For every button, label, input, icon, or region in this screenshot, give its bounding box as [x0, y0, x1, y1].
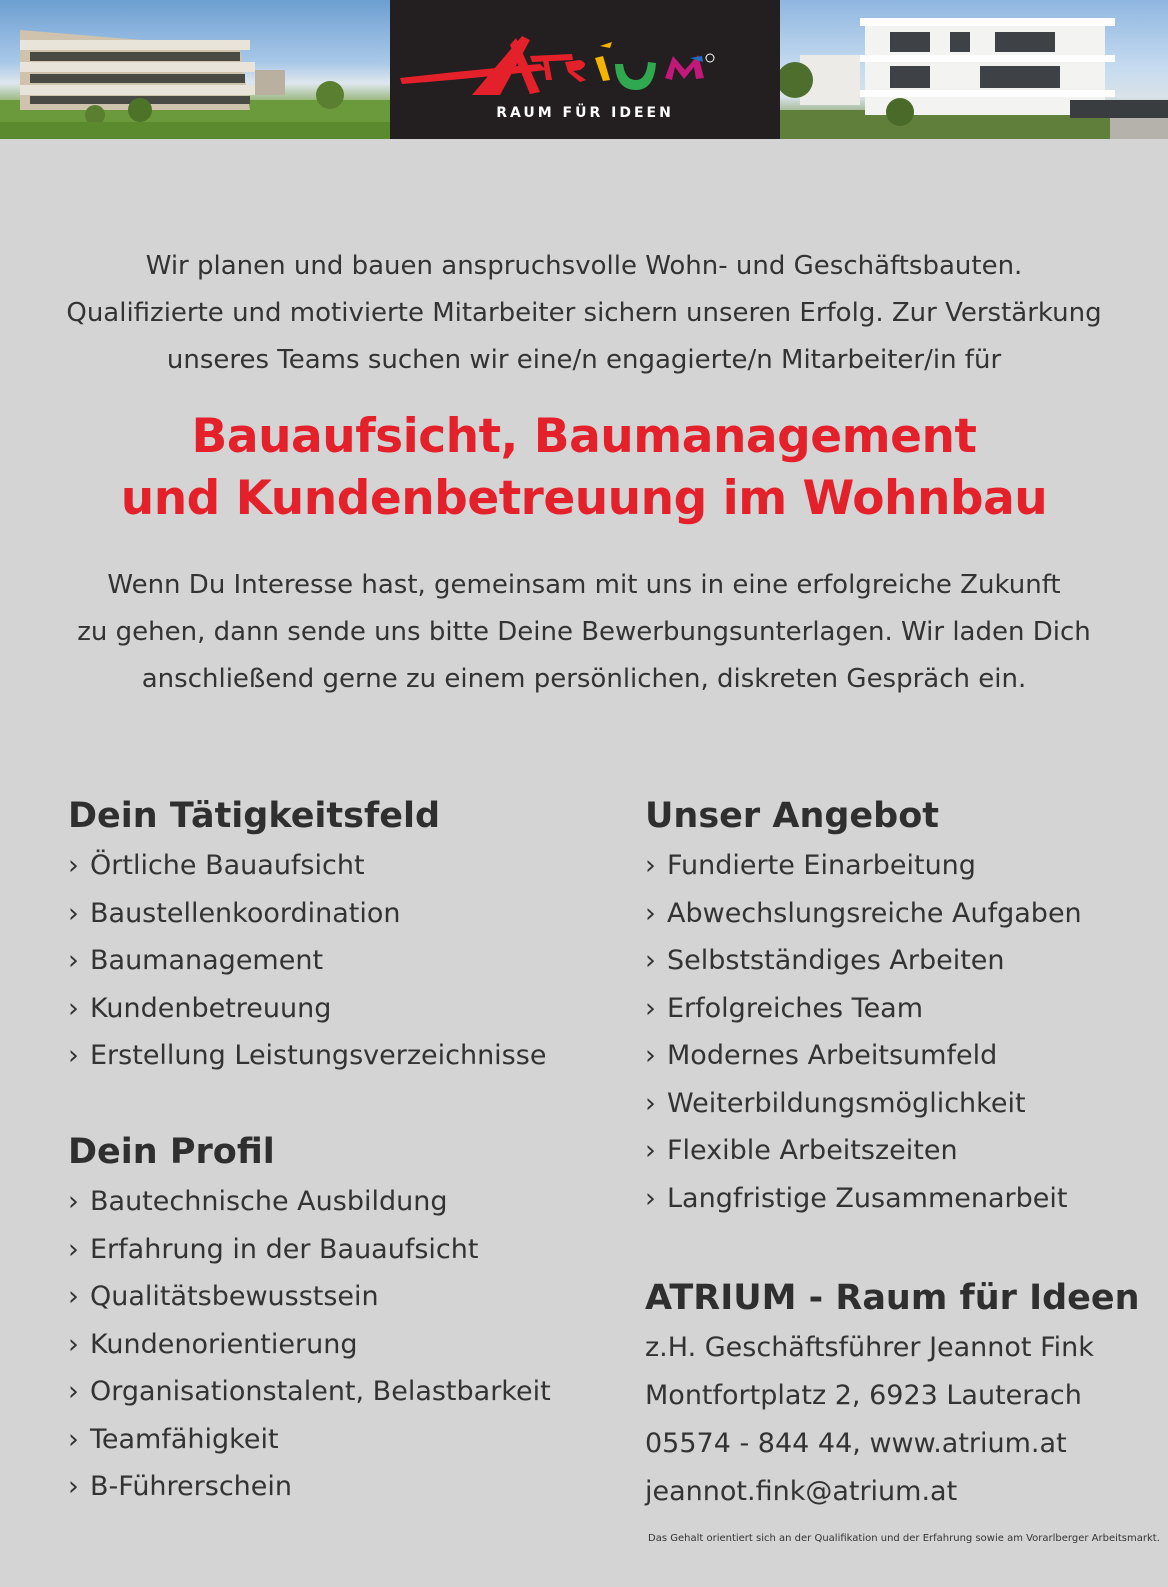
intro-line: Wir planen und bauen anspruchsvolle Wohn- und Geschäftsbauten. [145, 251, 1023, 281]
building-photo-left [0, 0, 390, 139]
list-item-text: Selbstständiges Arbeiten [667, 945, 1005, 976]
list-item [645, 1080, 1082, 1128]
list-item-text: Erfahrung in der Bauaufsicht [90, 1233, 479, 1265]
section-title: Dein Profil [68, 1132, 275, 1172]
list-item-text: Langfristige Zusammenarbeit [667, 1182, 1068, 1214]
intro-line: unseres Teams suchen wir eine/n engagierte/n Mitarbeiter/in für [166, 345, 1002, 375]
chevron-right-icon: › [68, 1471, 79, 1502]
building-photo-right [780, 0, 1168, 139]
list-item-text: Bautechnische Ausbildung [90, 1186, 448, 1217]
chevron-right-icon: › [645, 897, 656, 929]
list-item [68, 890, 546, 938]
list-item [68, 1273, 551, 1321]
list-item [68, 985, 546, 1033]
invitation-line: anschließend gerne zu einem persönlichen, diskreten Gespräch ein. [141, 664, 1027, 694]
atrium-logo [390, 0, 780, 139]
list-item-text: Erfolgreiches Team [667, 992, 924, 1024]
intro-paragraph [40, 243, 1128, 384]
list-item [68, 1032, 546, 1080]
contact-attention: z.H. Geschäftsführer Jeannot Fink [645, 1332, 1094, 1363]
list-item-text: Erstellung Leistungsverzeichnisse [90, 1040, 547, 1071]
list-item-text: Kundenorientierung [90, 1328, 358, 1360]
section-title: Unser Angebot [645, 796, 939, 836]
list-item-text: Kundenbetreuung [90, 992, 332, 1024]
salary-footnote: Das Gehalt orientiert sich an der Qualifikation und der Erfahrung sowie am Vorarlberger Arbeitsmarkt. [648, 1533, 1160, 1544]
list-item [68, 842, 546, 890]
chevron-right-icon: › [68, 1186, 79, 1217]
chevron-right-icon: › [645, 850, 656, 881]
chevron-right-icon: › [68, 1423, 79, 1455]
list-item [68, 1178, 551, 1226]
chevron-right-icon: › [68, 850, 79, 881]
list-item-text: Baustellenkoordination [90, 897, 401, 929]
contact-title: ATRIUM - Raum für Ideen [645, 1278, 1140, 1318]
section-profil [68, 1126, 551, 1511]
list-item-text: Qualitätsbewusstsein [90, 1281, 379, 1312]
chevron-right-icon: › [645, 1087, 656, 1119]
chevron-right-icon: › [645, 1182, 656, 1214]
list-item [68, 1463, 551, 1511]
application-invitation [40, 562, 1128, 703]
list-item-text: Baumanagement [90, 945, 324, 976]
list-item [645, 985, 1082, 1033]
job-title [40, 406, 1128, 530]
contact-block [645, 1272, 1140, 1516]
section-title: Dein Tätigkeitsfeld [68, 796, 441, 836]
chevron-right-icon: › [645, 992, 656, 1024]
list-item-text: Flexible Arbeitszeiten [667, 1135, 958, 1166]
chevron-right-icon: › [645, 945, 656, 976]
invitation-line: zu gehen, dann sende uns bitte Deine Bewerbungsunterlagen. Wir laden Dich [77, 617, 1091, 647]
building-illustration-right [780, 0, 1168, 139]
angebot-list [645, 842, 1082, 1222]
contact-phone-web[interactable]: 05574 - 844 44, www.atrium.at [645, 1428, 1067, 1459]
list-item-text: Fundierte Einarbeitung [667, 850, 976, 881]
building-illustration-left [0, 0, 390, 139]
chevron-right-icon: › [68, 1328, 79, 1360]
contact-email[interactable]: jeannot.fink@atrium.at [645, 1476, 958, 1507]
list-item [645, 890, 1082, 938]
intro-line: Qualifizierte und motivierte Mitarbeiter sichern unseren Erfolg. Zur Verstärkung [66, 298, 1102, 328]
invitation-line: Wenn Du Interesse hast, gemeinsam mit uns in eine erfolgreiche Zukunft [107, 570, 1061, 600]
list-item [645, 1127, 1082, 1175]
list-item-text: Örtliche Bauaufsicht [90, 850, 365, 881]
chevron-right-icon: › [68, 897, 79, 929]
list-item-text: Teamfähigkeit [90, 1423, 279, 1455]
list-item [68, 1321, 551, 1369]
list-item-text: Weiterbildungsmöglichkeit [667, 1087, 1026, 1119]
chevron-right-icon: › [68, 1233, 79, 1265]
list-item [645, 842, 1082, 890]
list-item [645, 1032, 1082, 1080]
chevron-right-icon: › [68, 945, 79, 976]
list-item-text: Abwechslungsreiche Aufgaben [667, 897, 1082, 929]
list-item-text: Modernes Arbeitsumfeld [667, 1040, 998, 1071]
chevron-right-icon: › [645, 1135, 656, 1166]
list-item [68, 1226, 551, 1274]
profil-list [68, 1178, 551, 1511]
chevron-right-icon: › [68, 1376, 79, 1407]
taetigkeitsfeld-list [68, 842, 546, 1080]
list-item-text: B-Führerschein [90, 1471, 293, 1502]
section-taetigkeitsfeld [68, 790, 546, 1080]
chevron-right-icon: › [68, 992, 79, 1024]
chevron-right-icon: › [68, 1040, 79, 1071]
list-item [645, 1175, 1082, 1223]
contact-address: Montfortplatz 2, 6923 Lauterach [645, 1380, 1082, 1411]
list-item [645, 937, 1082, 985]
list-item [68, 1368, 551, 1416]
chevron-right-icon: › [68, 1281, 79, 1312]
chevron-right-icon: › [645, 1040, 656, 1071]
job-title-line-1: Bauaufsicht, Baumanagement [191, 409, 977, 464]
section-angebot [645, 790, 1082, 1222]
job-title-line-2: und Kundenbetreuung im Wohnbau [120, 471, 1048, 526]
list-item [68, 1416, 551, 1464]
list-item [68, 937, 546, 985]
list-item-text: Organisationstalent, Belastbarkeit [90, 1376, 551, 1407]
header-banner [0, 0, 1168, 139]
logo-tagline: RAUM FÜR IDEEN [496, 105, 674, 121]
